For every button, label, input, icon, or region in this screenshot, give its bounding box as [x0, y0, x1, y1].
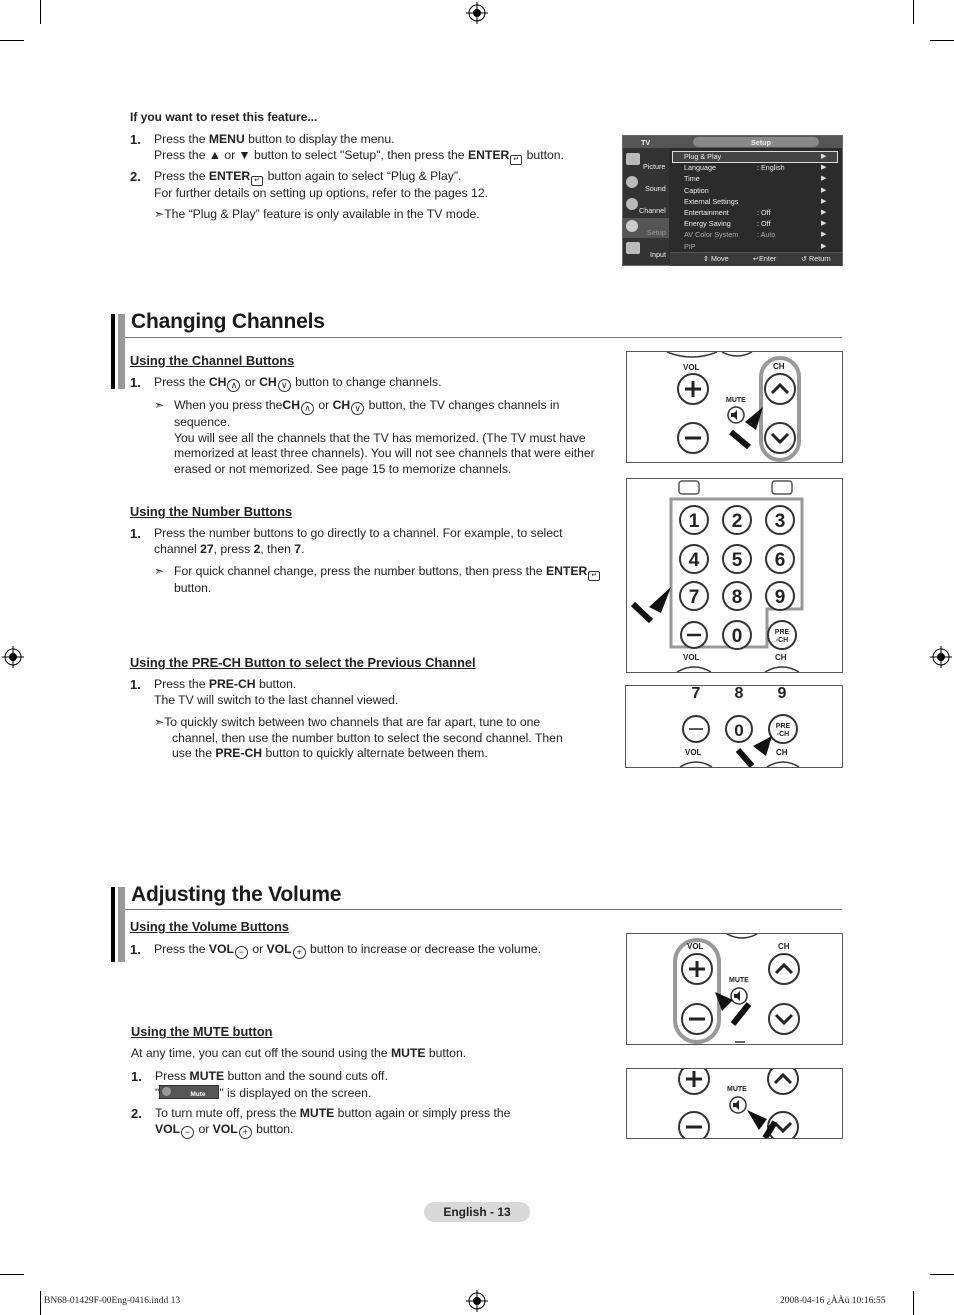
menu-footer-enter: ↵Enter: [753, 254, 777, 263]
ch-down-button: [765, 423, 795, 453]
digit-label: 5: [731, 550, 743, 571]
subheading-number-buttons: Using the Number Buttons: [130, 504, 293, 519]
menu-footer-move: ⇕ Move: [703, 254, 729, 263]
menu-item-arrow-icon: ▶: [821, 231, 827, 239]
menu-title: Setup: [751, 138, 771, 147]
section-bar: [111, 314, 115, 389]
channel-step1: Press the CH ∧ or CH ∨ button to change channels.: [154, 375, 442, 390]
menu-item-value: : Auto: [757, 230, 776, 240]
menu-item-value: : English: [757, 163, 785, 173]
ch-label: CH: [773, 362, 785, 371]
picture-icon: [626, 153, 640, 165]
note-arrow-icon: ➣: [154, 207, 165, 221]
menu-tab-picture: Picture: [643, 162, 666, 171]
setup-gear-icon: [626, 220, 638, 232]
vol-plus-icon: +: [293, 946, 306, 959]
mute-intro: At any time, you can cut off the sound using the MUTE button.: [131, 1046, 467, 1060]
vol-label: VOL: [683, 653, 700, 662]
menu-item-arrow-icon: ▶: [821, 153, 827, 160]
subheading-channel-buttons: Using the Channel Buttons: [130, 353, 295, 368]
enter-icon: ↵: [251, 176, 263, 186]
subheading-pre-ch: Using the PRE-CH Button to select the Previous Channel: [130, 655, 476, 670]
mute-step2: To turn mute off, press the MUTE button again or simply press the VOL − or VOL + button.: [155, 1106, 511, 1137]
ch-down-icon: ∨: [278, 379, 291, 392]
section-bar: [118, 887, 125, 962]
digit-label: 4: [688, 550, 700, 571]
menu-tv-label: TV: [641, 138, 651, 147]
reset-step2: Press the ENTER ↵ button again to select “Plug & Play”. For further details on setting up options, refer to the pages 12.: [154, 169, 489, 200]
setup-menu-screenshot: [622, 135, 843, 266]
section-rule: [125, 909, 842, 910]
menu-item-label: PIP: [684, 241, 696, 251]
ch-up-icon: ∧: [301, 402, 314, 415]
number-step1: Press the number buttons to go directly to a channel. For example, to select channel 27, press 2, then 7.: [154, 526, 563, 556]
prech-step1: Press the PRE-CH button. The TV will switch to the last channel viewed.: [154, 677, 399, 707]
crop-mark: [913, 1291, 914, 1315]
pointer-arrow-icon: [753, 736, 772, 756]
menu-tab-input: Input: [650, 250, 666, 259]
crop-mark: [40, 0, 41, 24]
section-bar: [111, 887, 115, 962]
vol-label: VOL: [687, 942, 704, 951]
step-number: 1.: [131, 1069, 142, 1084]
digit-label: 9: [774, 587, 786, 608]
menu-item-label: Entertainment: [684, 208, 729, 217]
menu-item-arrow-icon: ▶: [821, 186, 827, 194]
menu-item-arrow-icon: ▶: [821, 164, 827, 172]
svg-text:8: 8: [734, 686, 744, 702]
step-number: 1.: [130, 942, 141, 957]
menu-tab-channel: Channel: [639, 206, 666, 215]
step-number: 2.: [131, 1106, 142, 1121]
note-arrow-icon: ➣: [154, 398, 165, 412]
file-slug: BN68-01429F-00Eng-0416.indd 13: [44, 1296, 181, 1306]
menu-item-arrow-icon: ▶: [821, 197, 827, 205]
crop-mark: [0, 40, 24, 41]
remote-illustration-mute: [626, 1068, 843, 1139]
print-date: 2008-04-16 ¿ÀÀü 10:16:55: [780, 1296, 886, 1306]
crop-mark: [0, 1274, 24, 1275]
reset-note: ➣The “Plug & Play” feature is only available in the TV mode.: [154, 207, 480, 221]
prech-note: ➣To quickly switch between two channels that are far apart, tune to one channel, then use the number button to select the second channel. Then use the PRE-CH button to quickly alternate between them.: [154, 715, 563, 760]
menu-item-value: : Off: [757, 208, 771, 217]
subheading-mute-button: Using the MUTE button: [131, 1024, 273, 1039]
ch-up-icon: ∧: [227, 379, 240, 392]
registration-mark-icon: [2, 646, 24, 668]
digit-label: 6: [774, 550, 786, 571]
menu-item-label: Time: [684, 174, 700, 184]
mute-step1: Press MUTE button and the sound cuts off. " Mute " is displayed on the screen.: [155, 1069, 388, 1100]
registration-mark-icon: [466, 1290, 488, 1312]
input-icon: [626, 242, 640, 254]
step-number: 2.: [130, 169, 141, 184]
sound-icon: [626, 176, 638, 188]
registration-mark-icon: [466, 2, 488, 24]
section-bar: [118, 314, 125, 389]
ch-up-button: [769, 954, 799, 984]
reset-step1: Press the MENU button to display the menu. Press the ▲ or ▼ button to select "Setup", then press the ENTER ↵ button.: [154, 132, 564, 163]
menu-item-label: Plug & Play: [684, 152, 722, 161]
menu-tab-sound: Sound: [645, 184, 666, 193]
menu-tab-setup: Setup: [647, 228, 666, 237]
vol-label: VOL: [683, 363, 700, 372]
step-number: 1.: [130, 375, 141, 390]
pointer-arrow-icon: [747, 1110, 767, 1130]
volume-step1: Press the VOL − or VOL + button to increase or decrease the volume.: [154, 942, 542, 957]
menu-item-arrow-icon: ▶: [821, 220, 827, 228]
remote-illustration-prech: [625, 685, 843, 768]
mute-label: MUTE: [727, 1086, 747, 1093]
crop-mark: [913, 0, 914, 24]
menu-item-arrow-icon: ▶: [821, 209, 827, 216]
section-title-adjusting-volume: Adjusting the Volume: [131, 883, 342, 906]
number-note: For quick channel change, press the number buttons, then press the ENTER ↵ button.: [174, 564, 614, 597]
step-number: 1.: [130, 677, 141, 692]
menu-item-arrow-icon: ▶: [821, 242, 827, 250]
ch-down-icon: ∨: [351, 402, 364, 415]
crop-mark: [40, 1291, 41, 1315]
digit-label: 8: [731, 587, 743, 608]
vol-minus-icon: −: [235, 946, 248, 959]
remote-illustration-channel: [626, 351, 843, 463]
enter-icon: ↵: [510, 155, 522, 165]
pre-ch-label: PRE: [775, 723, 791, 730]
ch-label: CH: [775, 653, 787, 662]
menu-item-label: Caption: [684, 185, 709, 195]
mute-label: MUTE: [729, 977, 749, 984]
note-arrow-icon: ➣: [154, 564, 165, 578]
digit-label: 7: [688, 587, 700, 608]
svg-text:0: 0: [734, 721, 744, 740]
step-number: 1.: [130, 132, 141, 147]
digit-label: 3: [774, 511, 786, 532]
reset-heading: If you want to reset this feature...: [130, 110, 318, 124]
mute-osd-image: Mute: [159, 1085, 219, 1099]
menu-item-arrow-icon: ▶: [821, 175, 827, 183]
digit-label: 2: [731, 511, 743, 532]
menu-footer-return: ↺ Return: [801, 254, 831, 263]
menu-item-label: External Settings: [684, 196, 739, 206]
ch-up-button: [765, 374, 795, 404]
menu-item-value: : Off: [757, 219, 771, 229]
ch-down-button: [769, 1004, 799, 1034]
digit-label: 1: [688, 511, 700, 532]
ch-label: CH: [776, 748, 788, 757]
pointer-arrow-icon: [649, 587, 671, 613]
remote-illustration-numbers: [626, 478, 843, 673]
crop-mark: [930, 1274, 954, 1275]
crop-mark: [930, 40, 954, 41]
vol-label: VOL: [685, 748, 702, 757]
step-number: 1.: [130, 526, 141, 541]
enter-icon: ↵: [588, 571, 600, 581]
section-title-changing-channels: Changing Channels: [131, 310, 325, 333]
svg-text:9: 9: [777, 686, 787, 702]
subheading-volume-buttons: Using the Volume Buttons: [130, 919, 290, 934]
vol-minus-icon: −: [181, 1126, 194, 1139]
svg-text:7: 7: [691, 686, 701, 702]
channel-note: When you press theCH ∧ or CH ∨ button, the TV changes channels in sequence. You will see all the channels that the TV has memorized. (The TV must have memorized at least three channels). You will not see channels that were either erased or not memorized. See page 15 to memorize channels.: [174, 398, 595, 476]
registration-mark-icon: [930, 646, 952, 668]
ch-label: CH: [778, 942, 790, 951]
menu-item-label: AV Color System: [684, 230, 739, 240]
pre-ch-label: -CH: [776, 731, 790, 738]
vol-plus-icon: +: [239, 1126, 252, 1139]
section-rule: [125, 337, 842, 338]
page-number: English - 13: [424, 1202, 530, 1222]
menu-item-label: Energy Saving: [684, 219, 731, 229]
remote-illustration-volume: [626, 933, 843, 1045]
pre-ch-label: PRE: [774, 629, 790, 636]
channel-icon: [626, 198, 638, 210]
mute-label: MUTE: [726, 397, 746, 404]
menu-item-label: Language: [684, 163, 716, 173]
pre-ch-label: -CH: [775, 637, 789, 644]
note-arrow-icon: ➣: [154, 715, 165, 729]
digit-label: 0: [731, 626, 743, 647]
